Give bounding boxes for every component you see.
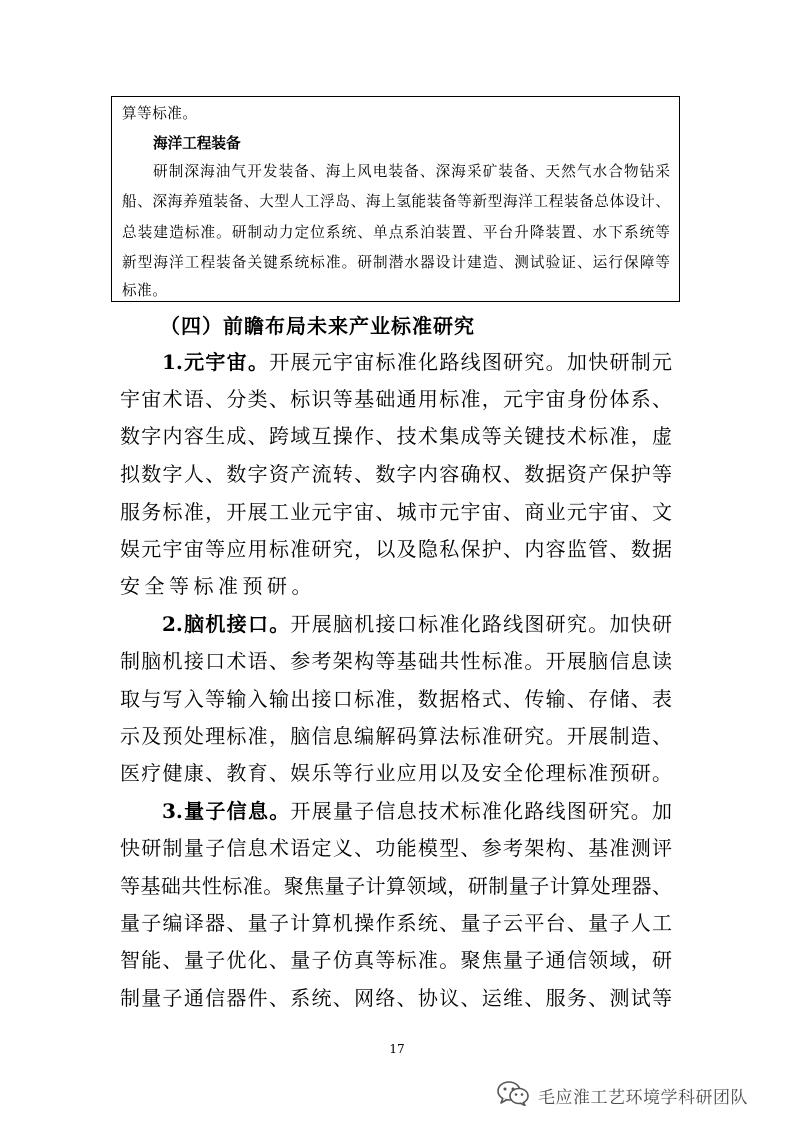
paragraph-3-text: 开展量子信息技术标准化路线图研究。加 — [290, 799, 672, 823]
box-heading: 海洋工程装备 — [153, 135, 241, 152]
content-box — [111, 96, 680, 302]
wechat-icon — [496, 1080, 530, 1110]
paragraph-2-line — [162, 614, 672, 634]
box-line: 船、深海养殖装备、大型人工浮岛、海上氢能装备等新型海洋工程装备总体设计、 — [122, 193, 670, 210]
paragraph-3-line: 快研制量子信息术语定义、功能模型、参考架构、基准测评 — [120, 836, 672, 860]
paragraph-2-line: 制脑机接口术语、参考架构等基础共性标准。开展脑信息读 — [120, 649, 672, 673]
paragraph-3-line: 制量子通信器件、系统、网络、协议、运维、服务、测试等 — [120, 986, 672, 1010]
page-number: 17 — [389, 1042, 405, 1056]
watermark — [496, 1080, 748, 1110]
paragraph-1-text: 开展元宇宙标准化路线图研究。加快研制元 — [269, 350, 672, 374]
paragraph-2-line: 取与写入等输入输出接口标准，数据格式、传输、存储、表 — [120, 687, 672, 711]
box-line: 标准。 — [122, 282, 168, 299]
paragraph-1-line: 安全等标准预研。 — [120, 574, 316, 598]
paragraph-1-line: 数字内容生成、跨域互操作、技术集成等关键技术标准，虚 — [120, 424, 672, 448]
paragraph-1-lead: 1.元宇宙。 — [162, 350, 270, 374]
paragraph-3-line: 智能、量子优化、量子仿真等标准。聚焦量子通信领域，研 — [120, 948, 672, 972]
box-line-1: 算等标准。 — [122, 105, 198, 122]
paragraph-3-line: 量子编译器、量子计算机操作系统、量子云平台、量子人工 — [120, 911, 672, 935]
box-line: 研制深海油气开发装备、海上风电装备、深海采矿装备、天然气水合物钻采 — [153, 163, 670, 180]
paragraph-1-line: 拟数字人、数字资产流转、数字内容确权、数据资产保护等 — [120, 462, 672, 486]
paragraph-2-lead: 2.脑机接口。 — [162, 612, 291, 636]
paragraph-2-text: 开展脑机接口标准化路线图研究。加快研 — [290, 612, 672, 636]
paragraph-2-line: 示及预处理标准，脑信息编解码算法标准研究。开展制造、 — [120, 724, 672, 748]
paragraph-1-line — [162, 352, 672, 372]
paragraph-1-line: 宇宙术语、分类、标识等基础通用标准，元宇宙身份体系、 — [120, 387, 672, 411]
watermark-text: 毛应淮工艺环境学科研团队 — [538, 1087, 748, 1108]
paragraph-1-line: 服务标准，开展工业元宇宙、城市元宇宙、商业元宇宙、文 — [120, 500, 672, 524]
section-title: （四）前瞻布局未来产业标准研究 — [160, 314, 475, 338]
box-line: 新型海洋工程装备关键系统标准。研制潜水器设计建造、测试验证、运行保障等 — [122, 254, 670, 271]
paragraph-3-line — [162, 801, 672, 821]
paragraph-3-line: 等基础共性标准。聚焦量子计算领域，研制量子计算处理器、 — [120, 874, 672, 898]
box-line: 总装建造标准。研制动力定位系统、单点系泊装置、平台升降装置、水下系统等 — [122, 224, 670, 241]
paragraph-2-line: 医疗健康、教育、娱乐等行业应用以及安全伦理标准预研。 — [120, 761, 672, 785]
paragraph-1-line: 娱元宇宙等应用标准研究，以及隐私保护、内容监管、数据 — [120, 537, 672, 561]
paragraph-3-lead: 3.量子信息。 — [162, 799, 291, 823]
